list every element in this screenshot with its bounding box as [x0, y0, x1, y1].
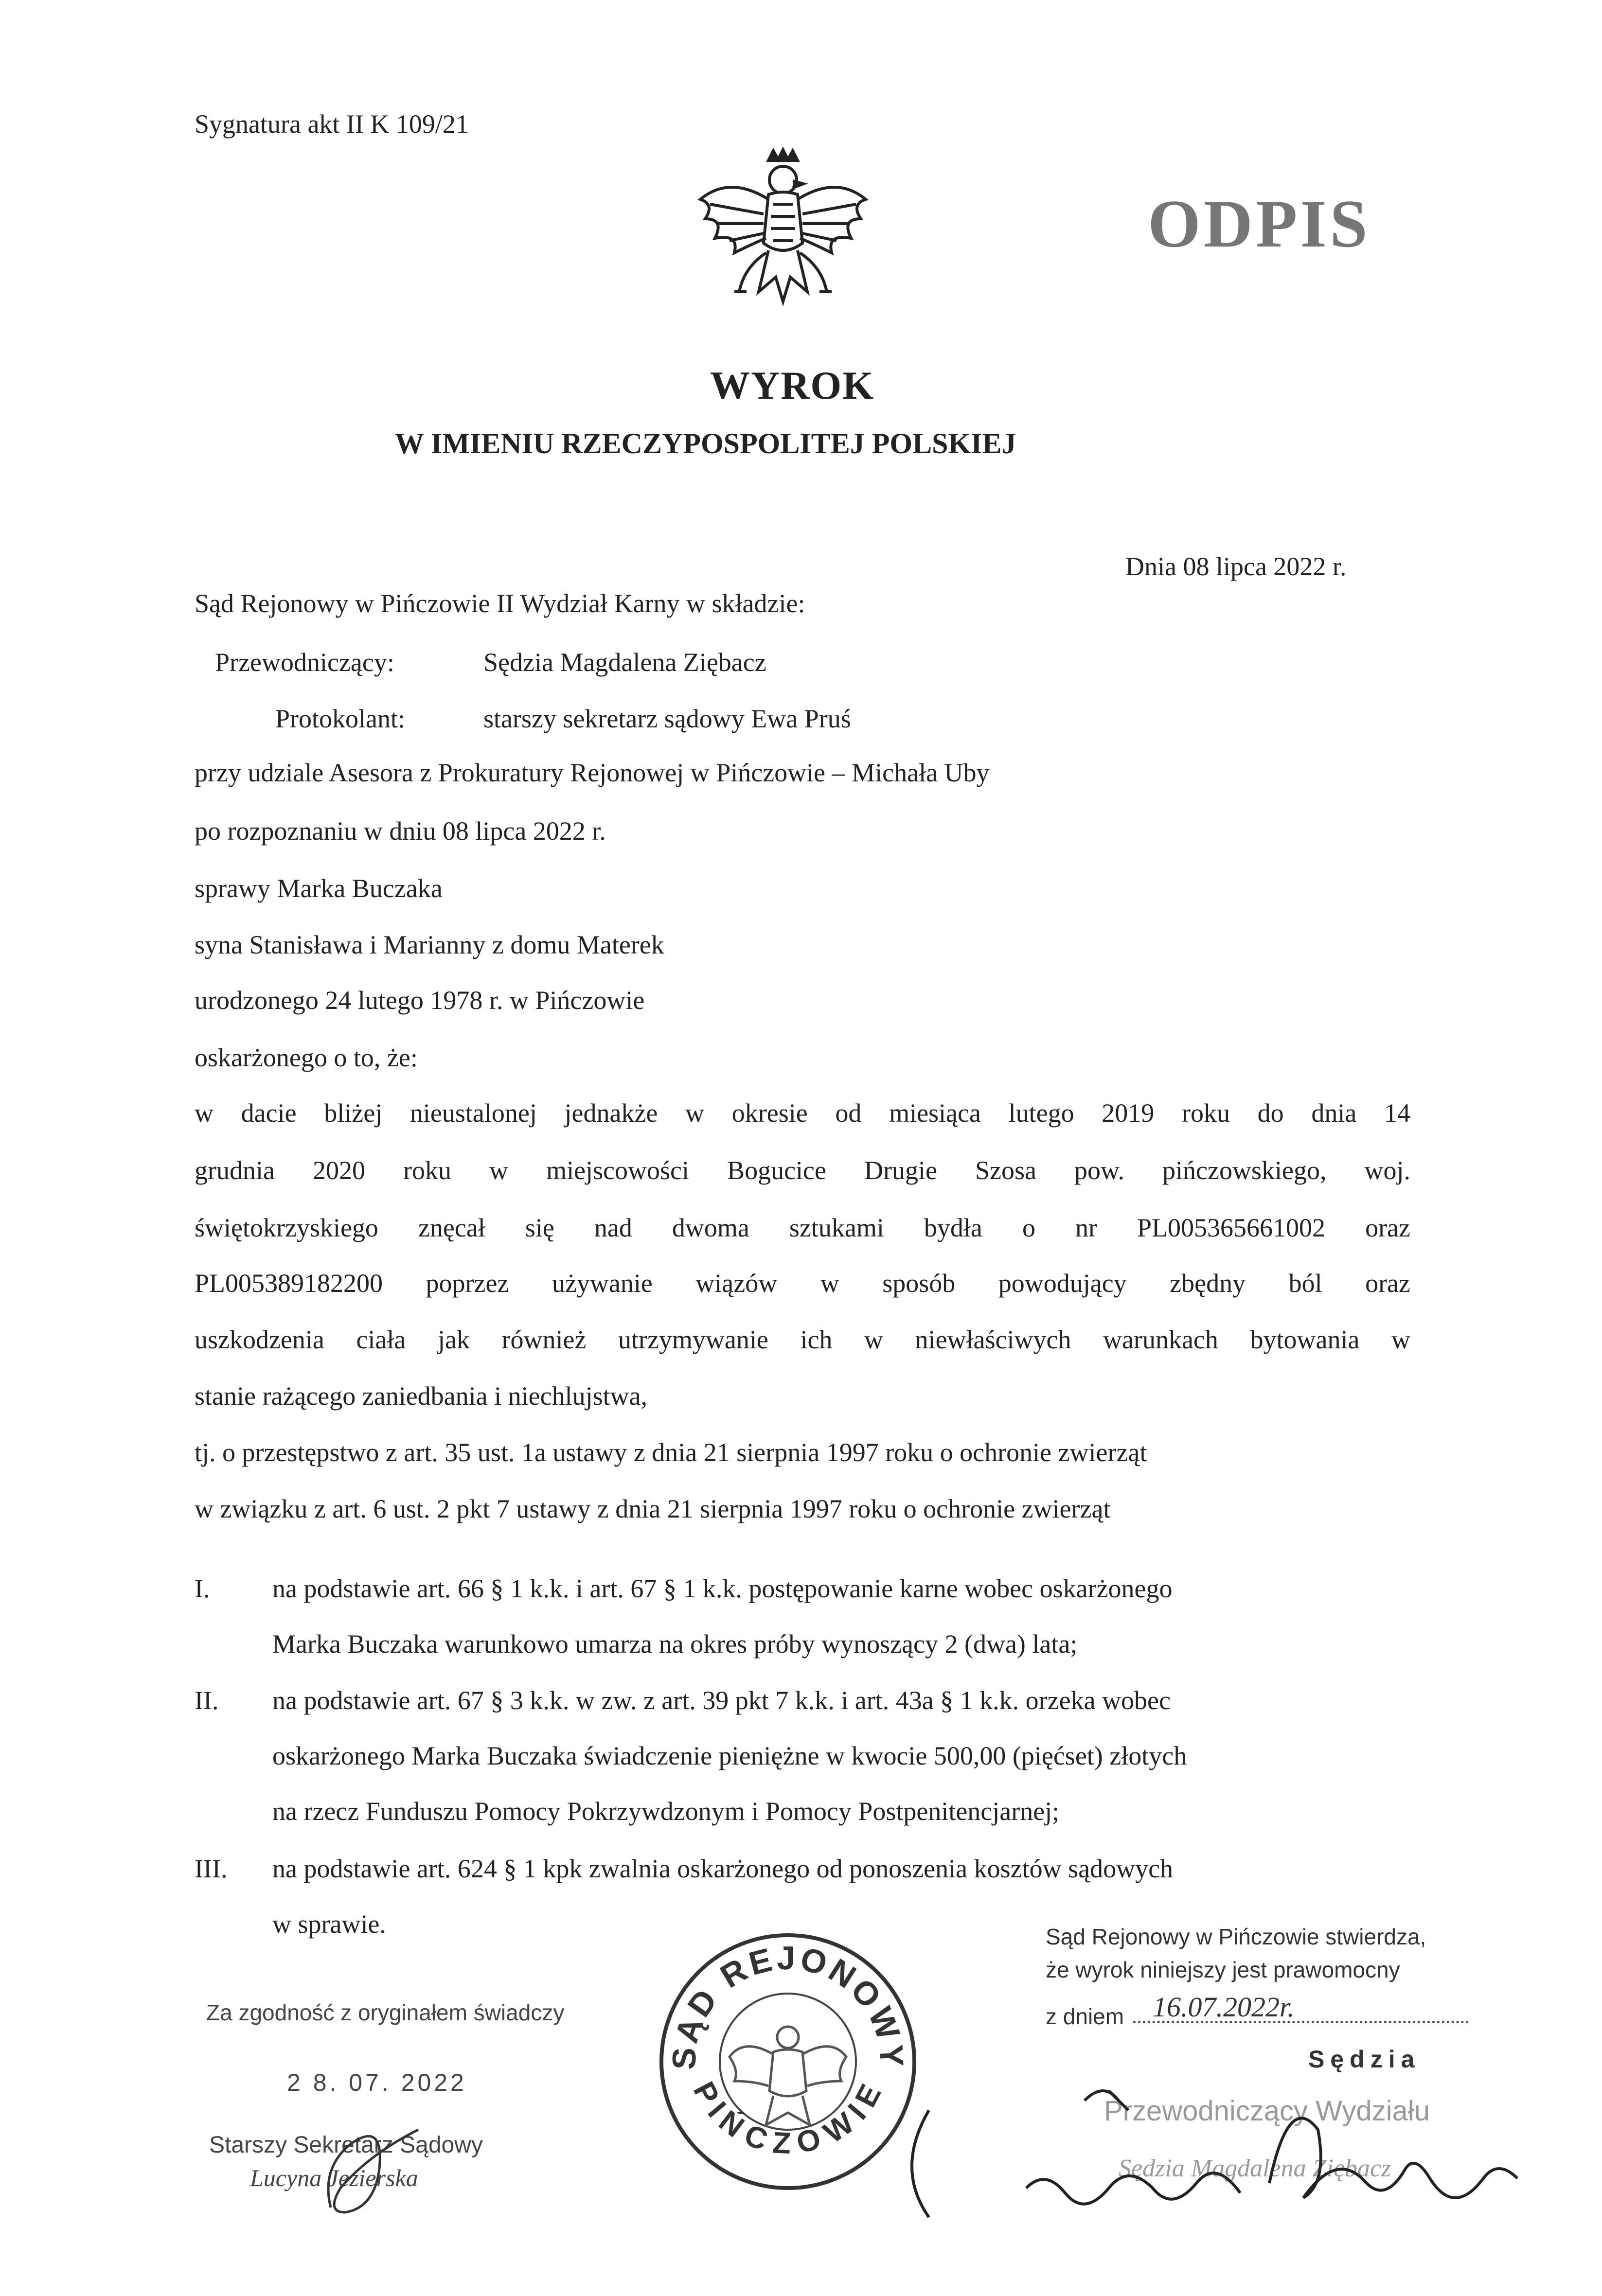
copy-stamp: ODPIS	[1148, 186, 1371, 262]
legal-basis-line: tj. o przestępstwo z art. 35 ust. 1a ustawy z dnia 21 sierpnia 1997 roku o ochronie zwierząt	[195, 1438, 1147, 1467]
body-line: syna Stanisława i Marianny z domu Materek	[195, 930, 664, 959]
conformity-stamp-role: Starszy Sekretarz Sądowy	[209, 2132, 483, 2158]
document-title: WYROK	[710, 363, 874, 407]
polish-eagle-emblem-icon	[691, 146, 875, 340]
ruling-line: w sprawie.	[272, 1909, 386, 1939]
legal-basis-line: w związku z art. 6 ust. 2 pkt 7 ustawy z dnia 21 sierpnia 1997 roku o ochronie zwierząt	[195, 1494, 1111, 1523]
svg-text:PIŃCZOWIE	[687, 2077, 890, 2161]
finality-date-label: z dniem	[1046, 2004, 1124, 2029]
court-composition: Sąd Rejonowy w Pińczowie II Wydział Karny w składzie:	[195, 589, 805, 618]
ruling-line: na podstawie art. 624 § 1 kpk zwalnia oskarżonego od ponoszenia kosztów sądowych	[272, 1854, 1174, 1883]
case-signature: Sygnatura akt II K 109/21	[195, 109, 469, 139]
presiding-label: Przewodniczący:	[215, 648, 394, 677]
recorder-label: Protokolant:	[275, 704, 405, 733]
svg-text:SĄD REJONOWY	[665, 1940, 910, 2070]
finality-date-value: 16.07.2022r.	[1153, 1991, 1295, 2023]
court-seal-icon	[652, 1925, 924, 2198]
finality-stamp-role: Sędzia	[1308, 2046, 1421, 2073]
faded-judge-text: Sędzia Magdalena Ziębacz	[1119, 2155, 1391, 2182]
judgment-date: Dnia 08 lipca 2022 r.	[1125, 552, 1347, 581]
finality-stamp-line: Sąd Rejonowy w Pińczowie stwierdza,	[1046, 1924, 1426, 1949]
body-line: przy udziale Asesora z Prokuratury Rejonowej w Pińczowie – Michała Uby	[195, 758, 990, 787]
faded-presiding-text: Przewodniczący Wydziału	[1104, 2095, 1430, 2127]
charge-line: świętokrzyskiego znęcał się nad dwoma sztukami bydła o nr PL005365661002 oraz	[195, 1213, 1410, 1242]
charge-line: stanie rażącego zaniedbania i niechlujstwa,	[195, 1381, 648, 1411]
judge-signature-icon	[900, 2071, 1532, 2246]
finality-date-field	[1133, 1991, 1469, 2023]
body-line: po rozpoznaniu w dniu 08 lipca 2022 r.	[195, 816, 606, 846]
conformity-stamp-date: 2 8. 07. 2022	[287, 2069, 467, 2096]
recorder-name: starszy sekretarz sądowy Ewa Pruś	[483, 704, 851, 733]
body-line: urodzonego 24 lutego 1978 r. w Pińczowie	[195, 986, 645, 1015]
ruling-line: oskarżonego Marka Buczaka świadczenie pieniężne w kwocie 500,00 (pięćset) złotych	[272, 1741, 1187, 1770]
ruling-line: na podstawie art. 66 § 1 k.k. i art. 67 § 1 k.k. postępowanie karne wobec oskarżonego	[272, 1574, 1173, 1603]
ruling-numeral: II.	[195, 1686, 219, 1715]
presiding-judge: Sędzia Magdalena Ziębacz	[483, 648, 766, 677]
ruling-numeral: III.	[195, 1854, 228, 1883]
body-line: sprawy Marka Buczaka	[195, 874, 443, 903]
conformity-stamp-text: Za zgodność z oryginałem świadczy	[206, 2000, 565, 2025]
charge-line: w dacie bliżej nieustalonej jednakże w okresie od miesiąca lutego 2019 roku do dnia 14	[195, 1098, 1410, 1128]
ruling-line: na podstawie art. 67 § 3 k.k. w zw. z art. 39 pkt 7 k.k. i art. 43a § 1 k.k. orzeka wobec	[272, 1686, 1171, 1715]
seal-bottom-text: PIŃCZOWIE	[686, 2076, 890, 2161]
finality-stamp-line: że wyrok niniejszy jest prawomocny	[1046, 1957, 1400, 1982]
ruling-line: Marka Buczaka warunkowo umarza na okres próby wynoszący 2 (dwa) lata;	[272, 1629, 1078, 1659]
charge-line: PL005389182200 poprzez używanie wiązów w sposób powodujący zbędny ból oraz	[195, 1269, 1410, 1298]
body-line: oskarżonego o to, że:	[195, 1043, 418, 1072]
seal-top-text: SĄD REJONOWY	[665, 1939, 910, 2071]
clerk-signature-icon	[311, 2110, 438, 2227]
conformity-stamp-name: Lucyna Jezierska	[250, 2164, 418, 2191]
charge-line: grudnia 2020 roku w miejscowości Bogucice Drugie Szosa pow. pińczowskiego, woj.	[195, 1156, 1410, 1185]
ruling-numeral: I.	[195, 1574, 210, 1603]
ruling-line: na rzecz Funduszu Pomocy Pokrzywdzonym i Pomocy Postpenitencjarnej;	[272, 1797, 1060, 1826]
document-subtitle: W IMIENIU RZECZYPOSPOLITEJ POLSKIEJ	[395, 427, 1016, 459]
charge-line: uszkodzenia ciała jak również utrzymywanie ich w niewłaściwych warunkach bytowania w	[195, 1325, 1410, 1354]
